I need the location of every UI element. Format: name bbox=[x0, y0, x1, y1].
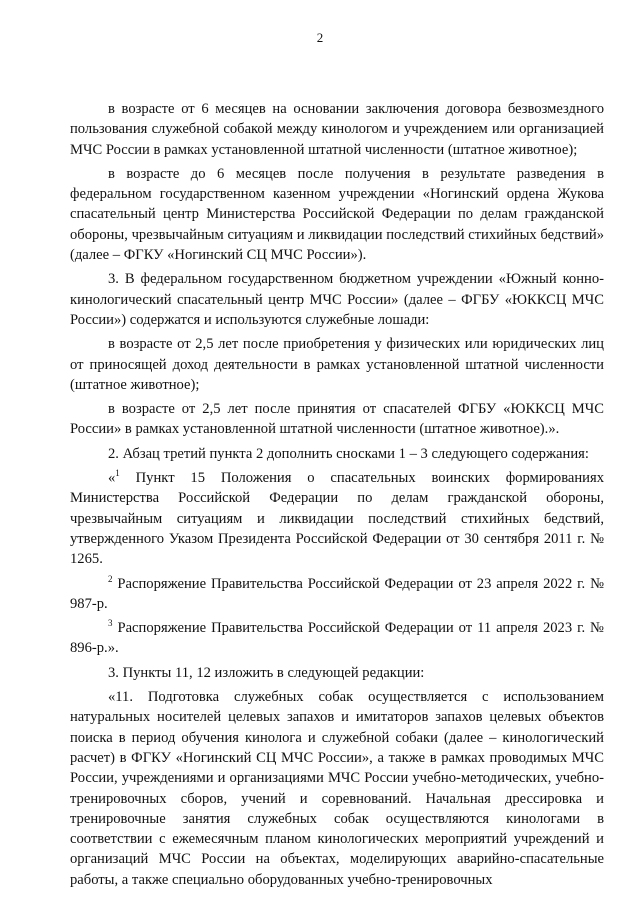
footnote-1-mark: 1 bbox=[115, 468, 120, 479]
footnote-2-mark: 2 bbox=[108, 573, 113, 584]
footnote-1-text: Пункт 15 Положения о спасательных воинских формированиях Министерства Российской Федерации по делам гражданской обороны, чрезвычайным ситуациям и ликвидации последствий стихийных бедствий, утвержденного Указом Президента Российской Федерации от 30 сентября 2011 г. № 1265. bbox=[70, 470, 604, 568]
document-body bbox=[70, 95, 604, 890]
footnote-2 bbox=[70, 574, 604, 615]
footnote-1 bbox=[70, 468, 604, 569]
paragraph-horses-from-rescuers: в возрасте от 2,5 лет после принятия от спасателей ФГБУ «ЮККСЦ МЧС России» в рамках установленной штатной численности (штатное животное).». bbox=[70, 401, 604, 438]
footnote-2-text: Распоряжение Правительства Российской Федерации от 23 апреля 2022 г. № 987-р. bbox=[70, 575, 604, 612]
paragraph-horses-purchased: в возрасте от 2,5 лет после приобретения у физических или юридических лиц от приносящей доход деятельности в рамках установленной штатной численности (штатное животное); bbox=[70, 336, 604, 393]
paragraph-items-11-12: 3. Пункты 11, 12 изложить в следующей редакции: bbox=[108, 664, 425, 681]
paragraph-item-2-footnotes: 2. Абзац третий пункта 2 дополнить сносками 1 – 3 следующего содержания: bbox=[108, 445, 589, 462]
page-number: 2 bbox=[316, 30, 324, 45]
footnote-1-quote: « bbox=[108, 470, 116, 487]
footnote-3-mark: 3 bbox=[108, 618, 113, 629]
footnote-3-text: Распоряжение Правительства Российской Федерации от 11 апреля 2023 г. № 896-р.». bbox=[70, 620, 604, 657]
paragraph-item-11: «11. Подготовка служебных собак осуществляется с использованием натуральных носителей целевых запахов и имитаторов запахов целевых объектов поиска в период обучения кинолога и служебной собаки (далее – кинологический расчет) в ФГКУ «Ногинский СЦ МЧС России», а также в рамках проводимых МЧС России, учреждениями и организациями МЧС России учебно-методических, учебно-тренировочных сборов, учений и соревнований. Начальная дрессировка и тренировочные занятия служебных собак осуществляются кинологами в соответствии с ежемесячным планом кинологических мероприятий учреждений и организаций МЧС России на объектах, моделирующих аварийно-спасательные работы, а также специально оборудованных учебно-тренировочных bbox=[70, 689, 604, 888]
paragraph-item-3-horses: 3. В федеральном государственном бюджетном учреждении «Южный конно-кинологический спасательный центр МЧС России» (далее – ФГБУ «ЮККСЦ МЧС России») содержатся и используются служебные лошади: bbox=[70, 271, 604, 328]
paragraph-dogs-under-6-months: в возрасте до 6 месяцев после получения в результате разведения в федеральном государственном казенном учреждении «Ногинский ордена Жукова спасательный центр Министерства Российской Федерации по делам гражданской обороны, чрезвычайным ситуациям и ликвидации последствий стихийных бедствий» (далее – ФГКУ «Ногинский СЦ МЧС России»). bbox=[70, 165, 604, 264]
paragraph-dogs-over-6-months: в возрасте от 6 месяцев на основании заключения договора безвозмездного пользования служебной собакой между кинологом и учреждением или организацией МЧС России в рамках установленной штатной численности (штатное животное); bbox=[70, 101, 604, 158]
footnote-3 bbox=[70, 618, 604, 659]
